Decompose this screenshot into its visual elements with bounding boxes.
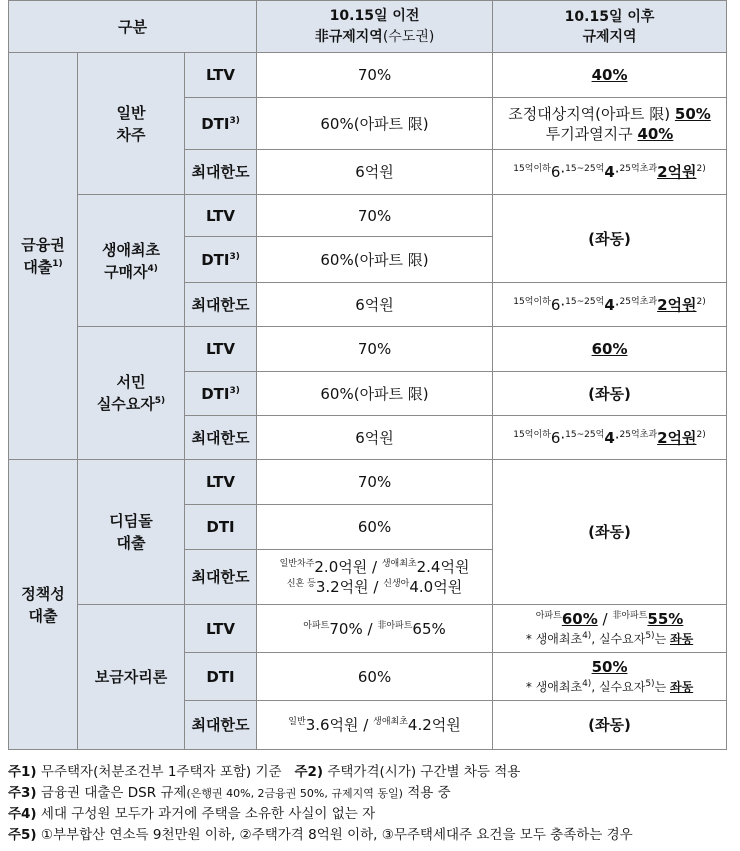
general-limit-after: $^{15억이하}$6·$^{15\sim 25억}$4·$^{25억초과}$2억원$^{2)}$: [493, 150, 727, 195]
didimdol-limit-pre4: 신생아: [383, 579, 410, 589]
footnote-4-label: 주4): [8, 806, 37, 822]
bogeumjari-ltv-after: $^{아파트}$60% / $^{非아파트}$55% * 생애최초$^{4)}$, 실수요자$^{5)}$는 좌동: [493, 605, 727, 653]
didimdol-limit-val2: 2.4억원: [416, 558, 470, 576]
lowincome-limit-sup: 2): [696, 429, 706, 440]
bogeumjari-dti-note-sup1: 4): [582, 678, 592, 689]
firsttime-limit-after: $^{15억이하}$6·$^{15\sim 25억}$4·$^{25억초과}$2억원$^{2)}$: [493, 283, 727, 327]
bogeumjari-limit-val2: 4.2억원: [407, 716, 461, 734]
didimdol-label-1: 디딤돌: [109, 512, 153, 530]
bogeumjari-limit-before: $^{일반}$3.6억원 / $^{생애최초}$4.2억원: [257, 701, 493, 750]
bogeumjari-ltv-val2: 65%: [412, 619, 446, 638]
bogeumjari-dti-note-a: * 생애최초: [525, 679, 583, 694]
general-limit-val1: 6: [550, 163, 561, 181]
firsttime-ltv-row: [9, 195, 727, 237]
firsttime-ltv-before: 70%: [257, 195, 493, 237]
footnote-3: [8, 783, 733, 804]
footnote-3-text-b: 적용 중: [407, 785, 451, 801]
general-ltv-before: 70%: [257, 53, 493, 98]
lowincome-limit-pre2: 15~25억: [565, 429, 605, 440]
item-ltv: LTV: [185, 460, 257, 505]
footnote-3-text-a: 금융권 대출은 DSR 규제: [40, 785, 187, 801]
didimdol-limit-val1: 2.0억원: [314, 558, 368, 576]
general-limit-val2: 4: [604, 163, 615, 181]
item-limit: 최대한도: [185, 416, 257, 460]
firsttime-label-2: 구매자: [104, 262, 148, 281]
header-before-region: 非규제지역: [314, 29, 383, 45]
bogeumjari-ltv-note-sup2: 5): [645, 630, 655, 641]
footnotes: [8, 762, 733, 846]
loan-regulation-table: [8, 0, 727, 750]
footnote-4-text: 세대 구성원 모두가 과거에 주택을 소유한 사실이 없는 자: [40, 806, 376, 822]
footnote-1-text: 무주택자(처분조건부 1주택자 포함) 기준: [40, 764, 282, 780]
firsttime-limit-pre3: 25억초과: [619, 296, 658, 307]
general-dti-after-2-val: 40%: [637, 124, 674, 143]
finance-label-sup: 1): [52, 259, 63, 269]
lowincome-label-1: 서민: [116, 373, 146, 391]
bogeumjari-dti-before: 60%: [257, 653, 493, 701]
didimdol-dti-before: 60%: [257, 505, 493, 550]
item-ltv: LTV: [185, 327, 257, 372]
didimdol-limit-pre2: 생애최초: [381, 559, 417, 569]
firsttime-limit-pre1: 15억이하: [513, 296, 551, 307]
footnote-5-text: ①부부합산 연소득 9천만원 이하, ②주택가격 8억원 이하, ③무주택세대주 요건을 모두 충족하는 경우: [40, 827, 633, 843]
lowincome-limit-pre3: 25억초과: [619, 429, 658, 440]
bogeumjari-ltv-note-b: , 실수요자: [591, 631, 646, 646]
item-ltv: LTV: [185, 605, 257, 653]
firsttime-dti-before: 60%(아파트 限): [257, 237, 493, 283]
bogeumjari-ltv-before: $^{아파트}$70% / $^{非아파트}$65%: [257, 605, 493, 653]
general-limit-before: 6억원: [257, 150, 493, 195]
bogeumjari-dti-note-c: 는: [654, 679, 667, 694]
lowincome-limit-val2: 4: [604, 428, 615, 447]
firsttime-limit-sup: 2): [696, 296, 706, 307]
general-borrower-label: [78, 53, 185, 195]
firsttime-limit-pre2: 15~25억: [565, 296, 605, 307]
item-limit: 최대한도: [185, 150, 257, 195]
item-dti: [185, 237, 257, 283]
didimdol-limit-val4: 4.0억원: [409, 578, 463, 596]
item-dti: [185, 98, 257, 150]
lowincome-ltv-before: 70%: [257, 327, 493, 372]
item-dti-label: DTI: [201, 114, 230, 133]
item-dti: [185, 372, 257, 416]
firsttime-same: (좌동): [493, 195, 727, 283]
item-ltv: LTV: [185, 53, 257, 98]
general-ltv-row: [9, 53, 727, 98]
general-label-1: 일반: [116, 103, 146, 122]
firsttime-limit-val2: 4: [604, 295, 615, 314]
header-before-region-note: (수도권): [382, 29, 435, 45]
lowincome-dti-before: 60%(아파트 限): [257, 372, 493, 416]
lowincome-limit-before: 6억원: [257, 416, 493, 460]
bogeumjari-limit-pre1: 일반: [288, 717, 306, 727]
bogeumjari-ltv-note-c: 는: [654, 631, 667, 646]
general-limit-pre1: 15억이하: [513, 164, 551, 174]
finance-category: [9, 53, 78, 460]
bogeumjari-limit-pre2: 생애최초: [373, 717, 408, 727]
didimdol-limit-pre3: 신혼 등: [286, 579, 316, 589]
didimdol-limit-before: $^{일반차주}$2.0억원 / $^{생애최초}$2.4억원 $^{신혼 등}$3.2억원 / $^{신생아}$4.0억원: [257, 550, 493, 605]
policy-label-1: 정책성: [21, 584, 65, 603]
header-after: [493, 1, 727, 53]
lowincome-ltv-after-value: 60%: [591, 340, 628, 358]
lowincome-limit-after: $^{15억이하}$6·$^{15\sim 25억}$4·$^{25억초과}$2억원$^{2)}$: [493, 416, 727, 460]
header-row: [9, 1, 727, 53]
general-dti-after-2-text: 투기과열지구: [545, 124, 633, 143]
bogeumjari-limit-val1: 3.6억원: [305, 716, 359, 734]
bogeumjari-dti-after: [493, 653, 727, 701]
general-dti-after-1-text: 조정대상지역(아파트 限): [508, 104, 671, 123]
header-after-region: 규제지역: [582, 28, 637, 45]
didimdol-limit-pre1: 일반차주: [279, 559, 315, 569]
didimdol-label: [78, 460, 185, 605]
header-before-date: 10.15일 이전: [329, 8, 420, 24]
policy-label-2: 대출: [28, 606, 58, 625]
item-dti: DTI: [185, 653, 257, 701]
footnote-1-2: [8, 762, 733, 783]
lowincome-ltv-row: [9, 327, 727, 372]
item-limit: 최대한도: [185, 701, 257, 750]
item-dti-label: DTI: [201, 384, 230, 403]
firsttime-label-sup: 4): [147, 263, 158, 274]
finance-label-1: 금융권: [21, 236, 65, 254]
bogeumjari-ltv-after-val2: 55%: [647, 609, 684, 628]
item-dti: DTI: [185, 505, 257, 550]
general-ltv-after-value: 40%: [591, 66, 628, 84]
general-dti-before: 60%(아파트 限): [257, 98, 493, 150]
item-dti-sup: 3): [229, 115, 240, 126]
general-dti-after-1-val: 50%: [674, 104, 711, 123]
footnote-4: [8, 804, 733, 825]
bogeumjari-ltv-row: [9, 605, 727, 653]
bogeumjari-ltv-val1: 70%: [329, 619, 363, 638]
didimdol-label-2: 대출: [116, 534, 146, 552]
header-category: 구분: [9, 1, 257, 53]
bogeumjari-ltv-pre2: 非아파트: [377, 620, 413, 631]
bogeumjari-ltv-note-same: 좌동: [669, 631, 694, 646]
lowincome-ltv-after: [493, 327, 727, 372]
lowincome-limit-val1: 6: [550, 428, 561, 447]
item-dti-sup: 3): [229, 385, 240, 396]
bogeumjari-limit-after: (좌동): [493, 701, 727, 750]
bogeumjari-ltv-pre1: 아파트: [303, 620, 330, 631]
didimdol-ltv-before: 70%: [257, 460, 493, 505]
footnote-1-label: 주1): [8, 764, 37, 780]
finance-label-2: 대출: [23, 258, 53, 276]
didimdol-ltv-row: [9, 460, 727, 505]
footnote-5-label: 주5): [8, 827, 37, 843]
general-dti-after: [493, 98, 727, 150]
bogeumjari-ltv-note-a: * 생애최초: [525, 631, 583, 646]
firsttime-buyer-label: [78, 195, 185, 327]
lowincome-label-2: 실수요자: [96, 395, 155, 413]
didimdol-limit-val3: 3.2억원: [315, 578, 369, 596]
header-after-date: 10.15일 이후: [564, 8, 655, 25]
firsttime-limit-val1: 6: [550, 295, 561, 314]
firsttime-limit-val3: 2억원: [657, 295, 697, 314]
firsttime-label-1: 생애최초: [102, 240, 160, 259]
bogeumjari-dti-note-same: 좌동: [669, 679, 694, 694]
didimdol-same: (좌동): [493, 460, 727, 605]
lowincome-dti-after: (좌동): [493, 372, 727, 416]
bogeumjari-ltv-note-sup1: 4): [582, 630, 592, 641]
item-limit: 최대한도: [185, 283, 257, 327]
bogeumjari-dti-note-sup2: 5): [645, 678, 655, 689]
general-limit-val3: 2억원: [657, 163, 697, 181]
item-dti-label: DTI: [201, 250, 230, 269]
item-limit: 최대한도: [185, 550, 257, 605]
footnote-2-text: 주택가격(시가) 구간별 차등 적용: [327, 764, 521, 780]
bogeumjari-dti-note-b: , 실수요자: [591, 679, 646, 694]
bogeumjari-ltv-after-pre2: 非아파트: [612, 610, 648, 621]
bogeumjari-label: 보금자리론: [78, 605, 185, 750]
lowincome-label: [78, 327, 185, 460]
general-label-2: 차주: [116, 125, 146, 144]
bogeumjari-ltv-after-pre1: 아파트: [535, 610, 562, 621]
general-limit-sup: 2): [696, 164, 706, 174]
footnote-2-label: 주2): [294, 764, 324, 780]
lowincome-label-sup: 5): [154, 396, 166, 406]
bogeumjari-ltv-after-val1: 60%: [561, 609, 598, 628]
general-limit-pre3: 25억초과: [619, 164, 658, 174]
general-ltv-after: [493, 53, 727, 98]
policy-category: [9, 460, 78, 750]
general-limit-pre2: 15~25억: [565, 164, 605, 174]
lowincome-limit-val3: 2억원: [657, 428, 697, 447]
footnote-3-label: 주3): [8, 785, 37, 801]
bogeumjari-dti-after-value: 50%: [591, 657, 628, 676]
footnote-3-text-small: (은행권 40%, 2금융권 50%, 규제지역 동일): [186, 787, 403, 800]
header-before: [257, 1, 493, 53]
item-dti-sup: 3): [229, 251, 240, 262]
item-ltv: LTV: [185, 195, 257, 237]
lowincome-limit-pre1: 15억이하: [513, 429, 551, 440]
firsttime-limit-before: 6억원: [257, 283, 493, 327]
footnote-5: [8, 825, 733, 846]
